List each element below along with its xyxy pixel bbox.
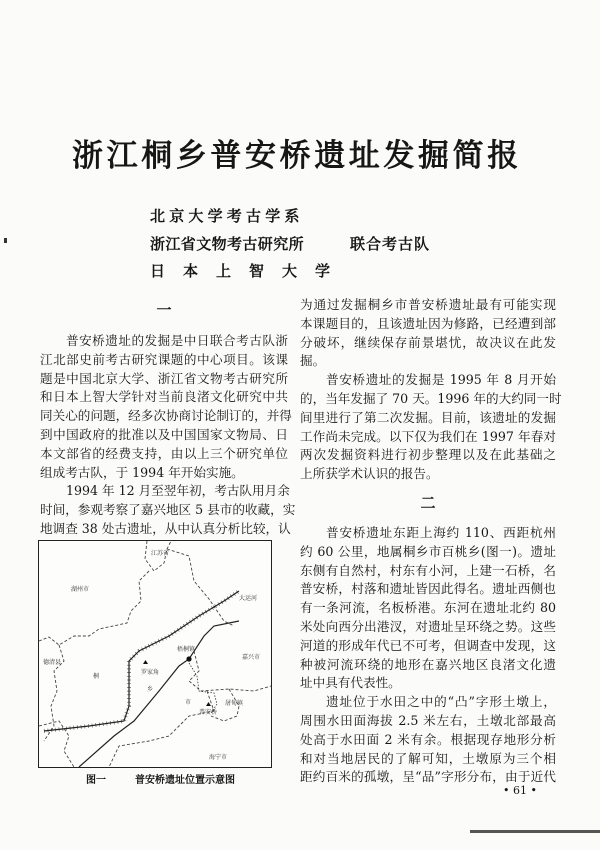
puanqiao-site-marker bbox=[206, 702, 211, 706]
scan-edge-line bbox=[470, 830, 600, 833]
text-line: 掘。 bbox=[300, 353, 326, 369]
author-sophia-university: 日本上智大学 bbox=[150, 262, 349, 280]
joint-team-label: 联合考古队 bbox=[350, 235, 431, 253]
text-line: 时间，参观考察了嘉兴地区 5 县市的收藏，实 bbox=[40, 502, 296, 518]
text-line: 题是中国北京大学、浙江省文物考古研究所 bbox=[40, 370, 288, 386]
left-column bbox=[40, 296, 296, 539]
text-line: 间里进行了第二次发掘。目前，该遗址的发掘 bbox=[300, 409, 556, 425]
text-line: 址中具有代表性。 bbox=[300, 675, 401, 691]
text-line: 和对当地居民的了解可知，土墩原为三个相 bbox=[300, 750, 556, 766]
text-line: 河道的形成年代已不可考，但调查中发现，这 bbox=[300, 637, 556, 653]
text-line: 普安桥，村落和遗址皆因此得名。遗址西侧也 bbox=[300, 581, 556, 597]
right-column bbox=[300, 296, 562, 787]
map-label-shi: 市 bbox=[185, 699, 192, 706]
text-line: 本课题目的，且该遗址因为修路，已经遭到部 bbox=[300, 315, 556, 331]
text-line: 到中国政府的批准以及中国国家文物局、日 bbox=[40, 426, 288, 442]
map-label-deqing: 德清县 bbox=[43, 659, 62, 666]
text-line: 种被河流环绕的地形在嘉兴地区良渚文化遗 bbox=[300, 656, 556, 672]
text-line: 处高于水田面 2 米有余。根据现存地形分析 bbox=[300, 731, 556, 747]
article-title: 浙江桐乡普安桥遗址发掘简报 bbox=[72, 138, 522, 174]
map-label-jiangsu: 江苏省 bbox=[151, 550, 170, 557]
text-line: 江北部史前考古研究课题的中心项目。该课 bbox=[40, 351, 288, 367]
text-line: 同关心的问题，经多次协商讨论制订的，并得 bbox=[40, 408, 292, 424]
text-line: 本文部省的经费支持，由以上三个研究单位 bbox=[40, 445, 288, 461]
location-map-figure bbox=[38, 540, 272, 768]
map-label-haining: 海宁市 bbox=[209, 754, 228, 761]
text-line: 组成考古队，于 1994 年开始实施。 bbox=[40, 464, 244, 480]
map-label-puanqiao: 普安桥 bbox=[199, 709, 218, 716]
text-line: 1994 年 12 月至翌年初，考古队用月余 bbox=[66, 483, 290, 499]
figure-caption bbox=[86, 771, 235, 786]
map-label-luojiajiao: 罗家角 bbox=[141, 669, 160, 676]
map-label-tong: 桐 bbox=[93, 673, 100, 680]
map-label-tudian: 屠甸镇 bbox=[225, 700, 244, 707]
text-line: 地调查 38 处古遗址，从中认真分析比较，认 bbox=[40, 520, 291, 536]
text-line: 为通过发掘桐乡市普安桥遗址最有可能实现 bbox=[300, 297, 556, 312]
map-label-wutong: 梧桐镇 bbox=[177, 646, 196, 653]
text-line: 两次发掘资料进行初步整理以及在此基础之 bbox=[300, 447, 556, 463]
luojiajiao-site-marker bbox=[143, 660, 148, 664]
figure-caption-text: 普安桥遗址位置示意图 bbox=[134, 775, 235, 786]
scan-mark bbox=[4, 238, 7, 243]
map-label-xiang: 乡 bbox=[147, 686, 154, 693]
text-line: 普安桥遗址的发掘是中日联合考古队浙 bbox=[66, 333, 288, 348]
text-line: 米处向西分出港汊，对遗址呈环绕之势。这些 bbox=[300, 618, 556, 634]
page-number: • 61 • bbox=[503, 784, 537, 797]
text-line: 普安桥遗址东距上海约 110、西距杭州 bbox=[326, 524, 556, 540]
map-drawing bbox=[39, 541, 271, 767]
map-label-jiaxing: 嘉兴市 bbox=[242, 654, 261, 661]
text-line: 的，当年发掘了 70 天。1996 年的大约同一时 bbox=[300, 390, 562, 406]
text-line: 周围水田面海拔 2.5 米左右，土墩北部最高 bbox=[300, 712, 556, 728]
text-line: 距约百米的孤墩，呈“品”字形分布，由于近代 bbox=[300, 769, 556, 785]
text-line: 东侧有自然村，村东有小河，上建一石桥，名 bbox=[300, 562, 556, 578]
map-label-canal: 大运河 bbox=[239, 595, 258, 602]
map-label-huzhou: 湖州市 bbox=[71, 586, 90, 593]
figure-number: 图一 bbox=[86, 775, 106, 786]
author-zhejiang-institute: 浙江省文物考古研究所 bbox=[150, 235, 305, 253]
author-peking-university: 北京大学考古学系 bbox=[150, 207, 304, 225]
text-line: 普安桥遗址的发掘是 1995 年 8 月开始 bbox=[326, 372, 556, 388]
text-line: 有一条河流，名板桥港。东河在遗址北约 80 bbox=[300, 600, 556, 616]
text-line: 上所获学术认识的报告。 bbox=[300, 466, 439, 482]
text-line: 约 60 公里，地属桐乡市百桃乡(图一)。遗址 bbox=[300, 543, 556, 559]
section-heading-1: 一 bbox=[156, 301, 172, 319]
town-marker bbox=[186, 656, 191, 661]
section-heading-2: 二 bbox=[420, 493, 436, 512]
railway-line bbox=[79, 621, 239, 767]
text-line: 分破坏，继续保存前景堪忧，故决议在此发 bbox=[300, 334, 556, 350]
text-line: 工作尚未完成。以下仅为我们在 1997 年春对 bbox=[300, 428, 556, 444]
text-line: 和日本上智大学针对当前良渚文化研究中共 bbox=[40, 389, 288, 405]
text-line: 遗址位于水田之中的“凸”字形土墩上， bbox=[326, 694, 556, 710]
